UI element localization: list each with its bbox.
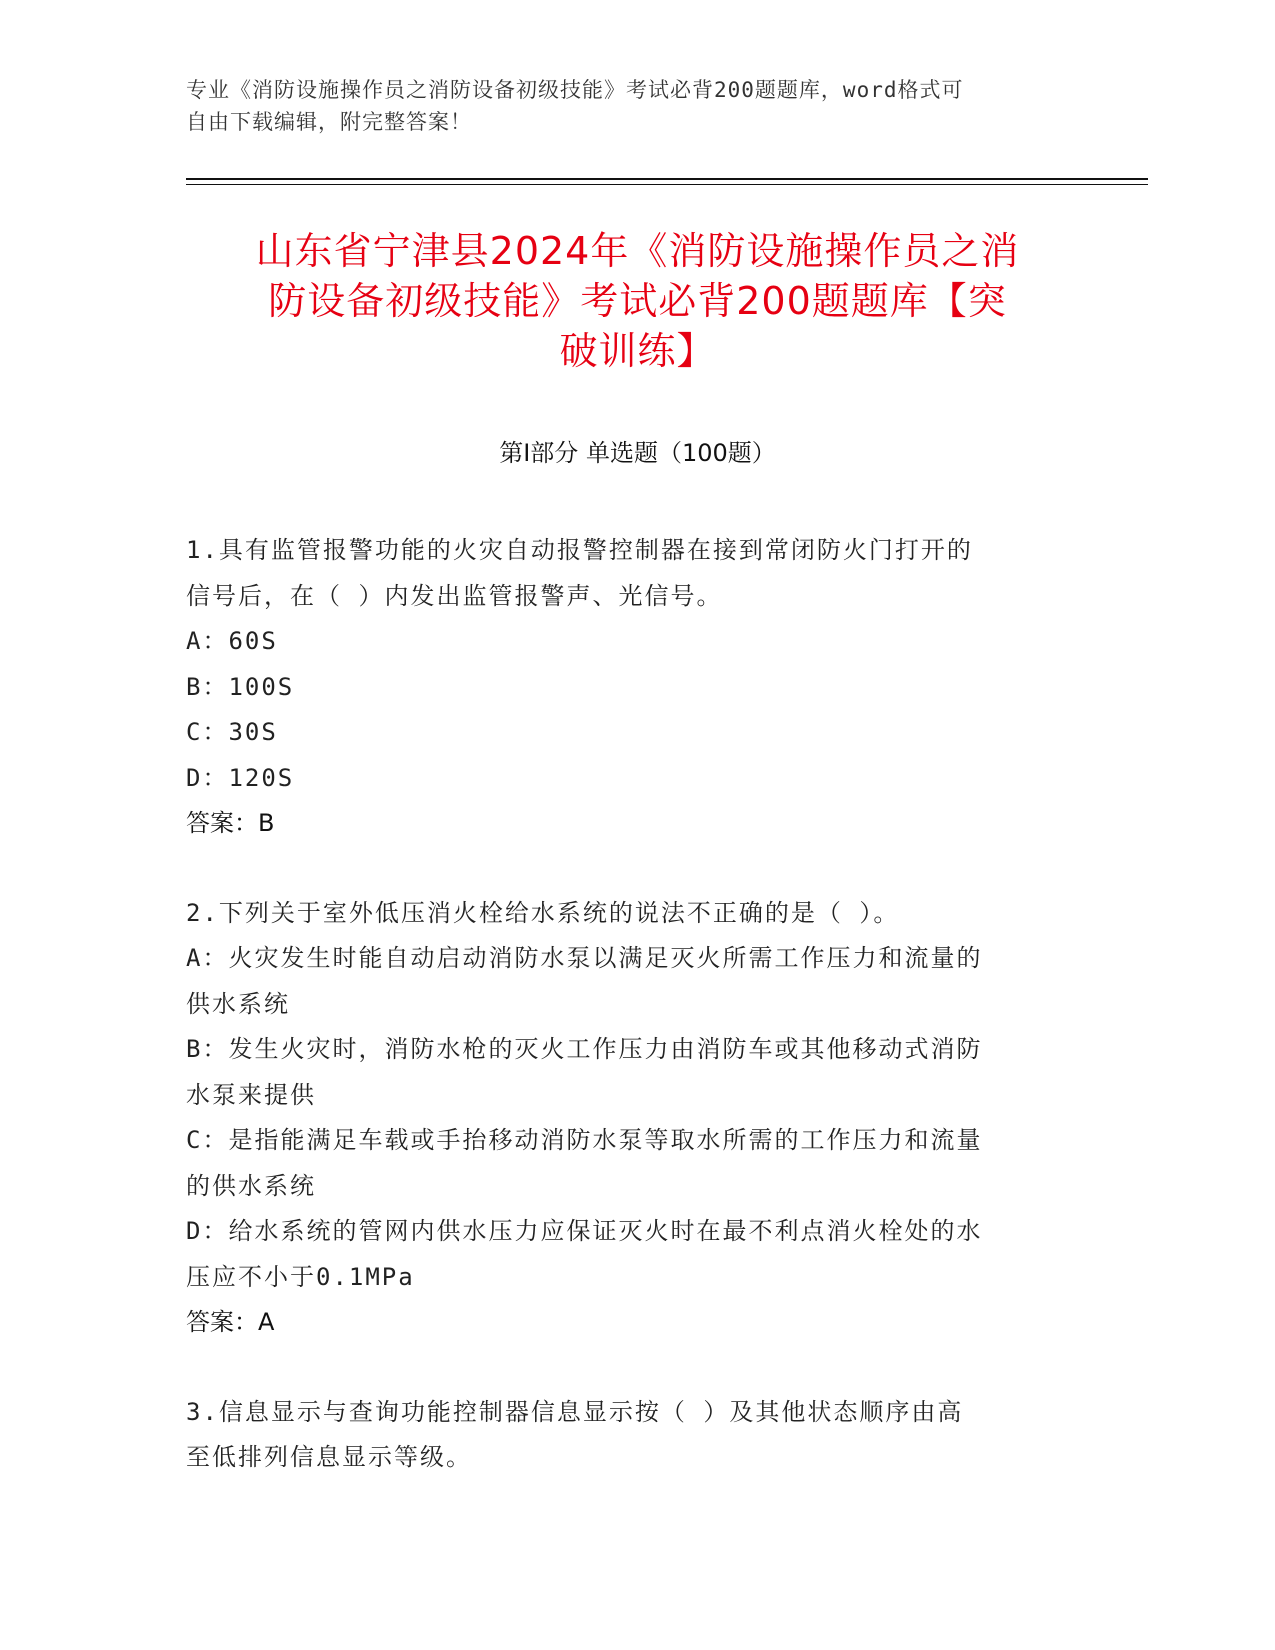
- option-c: C：30S: [186, 718, 278, 746]
- header-note-line: 自由下载编辑，附完整答案！: [186, 110, 472, 134]
- option-d: D：120S: [186, 763, 295, 792]
- page-title: [170, 226, 1105, 376]
- header-note-line: 专业《消防设施操作员之消防设备初级技能》考试必背200题题库，word格式可: [186, 78, 964, 102]
- answer-label: 答案：A: [186, 1308, 275, 1336]
- page-title-line: 破训练】: [559, 329, 716, 373]
- answer-label: 答案：B: [186, 809, 275, 837]
- question-stem: 2.下列关于室外低压消火栓给水系统的说法不正确的是（ ）。: [186, 898, 900, 927]
- question-stem: 1.具有监管报警功能的火灾自动报警控制器在接到常闭防火门打开的: [186, 536, 973, 564]
- question-stem: 3.信息显示与查询功能控制器信息显示按（ ）及其他状态顺序由高: [186, 1397, 964, 1426]
- option-d: D：给水系统的管网内供水压力应保证灭火时在最不利点消火栓处的水: [186, 1217, 983, 1245]
- option-c-continued: 的供水系统: [186, 1171, 316, 1200]
- option-a: A：60S: [186, 627, 278, 655]
- page-title-line: 防设备初级技能》考试必背200题题库【突: [268, 279, 1007, 323]
- question-item: [186, 891, 1066, 1346]
- option-b: B：100S: [186, 672, 295, 701]
- option-a-continued: 供水系统: [186, 989, 290, 1018]
- question-item: [186, 1390, 1066, 1481]
- page-title-line: 山东省宁津县2024年《消防设施操作员之消: [255, 229, 1020, 273]
- option-b: B：发生火灾时，消防水枪的灭火工作压力由消防车或其他移动式消防: [186, 1035, 983, 1063]
- option-a: A：火灾发生时能自动启动消防水泵以满足灭火所需工作压力和流量的: [186, 944, 983, 972]
- question-list: [186, 528, 1066, 1525]
- header-note: [186, 74, 1066, 138]
- question-stem: 至低排列信息显示等级。: [186, 1443, 472, 1471]
- option-b-continued: 水泵来提供: [186, 1080, 316, 1109]
- header-divider-thin: [186, 184, 1148, 185]
- section-title: 第Ⅰ部分 单选题（100题）: [499, 439, 776, 467]
- question-stem: 信号后，在（ ）内发出监管报警声、光信号。: [186, 581, 723, 610]
- question-item: [186, 528, 1066, 847]
- option-c: C：是指能满足车载或手抬移动消防水泵等取水所需的工作压力和流量: [186, 1126, 983, 1154]
- option-d-continued: 压应不小于0.1MPa: [186, 1262, 415, 1291]
- header-divider-thick: [186, 178, 1148, 180]
